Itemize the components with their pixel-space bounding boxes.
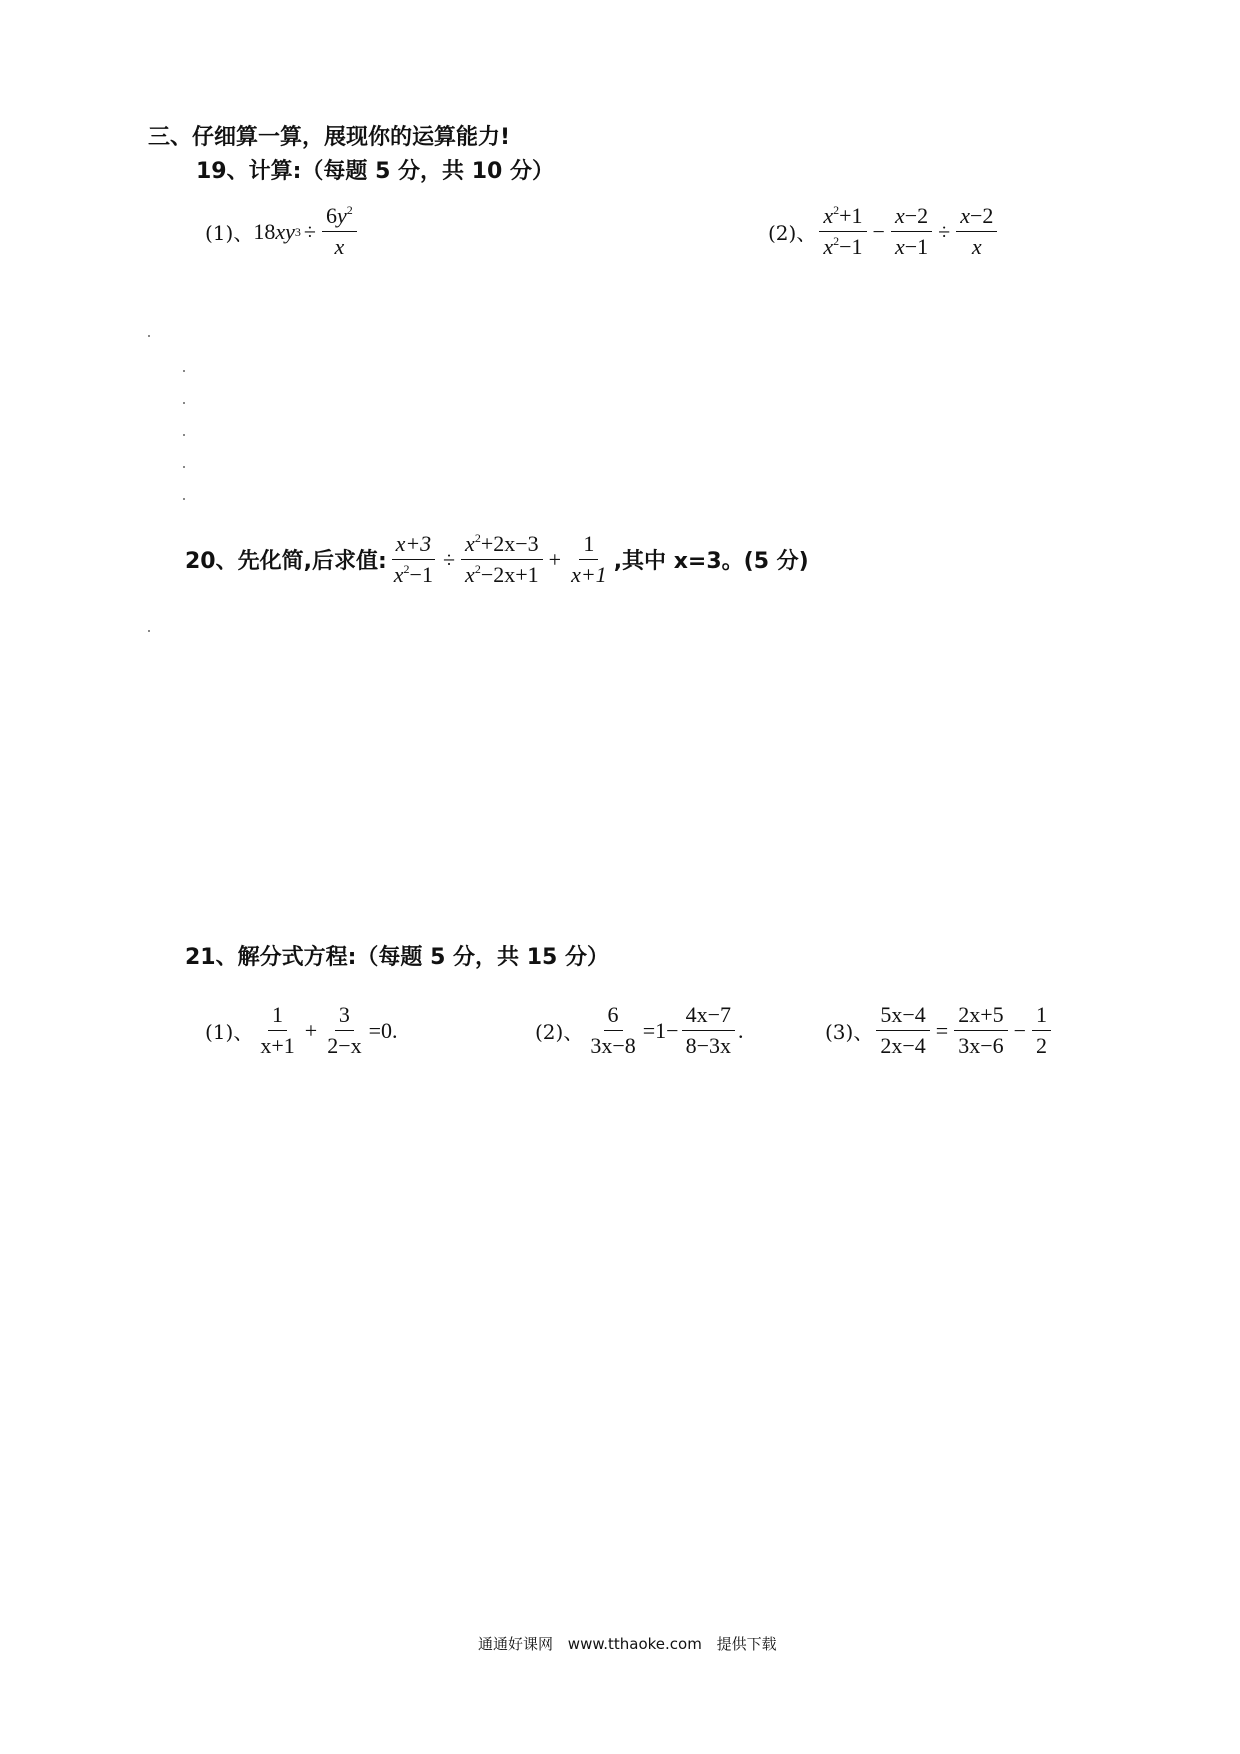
var-y: y — [285, 218, 295, 244]
var-x: x — [823, 203, 834, 228]
fraction — [954, 1003, 1007, 1058]
q21-part3-label: (3)、 — [825, 1020, 874, 1045]
q21-part2-label: (2)、 — [535, 1020, 584, 1045]
denominator: 2−x — [327, 1033, 362, 1059]
minus-sign: − — [872, 218, 885, 244]
denominator: x+1 — [260, 1033, 295, 1059]
q20-heading-suffix: ,其中 x=3。(5 分) — [613, 549, 809, 575]
scan-dot — [148, 335, 150, 337]
fraction — [461, 532, 543, 587]
q19-heading: 19、计算:（每题 5 分，共 10 分） — [196, 159, 554, 184]
numerator: 2x+5 — [954, 1003, 1007, 1031]
numerator: 1 — [1032, 1003, 1051, 1031]
den-tail: −2x+1 — [480, 562, 539, 588]
minus-1: −1 — [839, 234, 863, 260]
fraction — [322, 204, 357, 259]
minus-1: −1 — [409, 562, 433, 588]
q19-part2-label: (2)、 — [768, 221, 817, 246]
q21-heading: 21、解分式方程:（每题 5 分，共 15 分） — [185, 945, 609, 970]
minus-2: −2 — [904, 203, 929, 228]
minus-sign: − — [1013, 1017, 1027, 1043]
fraction — [390, 532, 437, 587]
footer-site-name: 通通好课网 — [478, 1635, 554, 1653]
denominator: 2 — [1036, 1033, 1048, 1059]
numerator: 1 — [268, 1003, 287, 1031]
fraction — [819, 204, 866, 259]
q20-line — [185, 532, 809, 587]
q19-part1: (1)、 18 x y 3 ÷ $\frac{6y^2}{x}$ — [205, 204, 360, 259]
var-x: x — [894, 203, 905, 228]
fraction — [682, 1003, 735, 1058]
exp-2: 2 — [346, 203, 353, 217]
var-x: x — [393, 562, 404, 588]
q21-part3 — [825, 1003, 1054, 1058]
exp-2: 2 — [833, 203, 840, 217]
period: . — [738, 1017, 744, 1043]
x-plus-3: x+3 — [395, 531, 432, 556]
var-x: x — [275, 218, 286, 244]
fraction — [1032, 1003, 1051, 1058]
num-1: 1 — [579, 532, 598, 560]
equals-sign: = — [935, 1017, 949, 1043]
equals-one-minus: =1− — [642, 1017, 679, 1043]
var-y: y — [336, 203, 347, 228]
equals-zero: =0. — [368, 1017, 398, 1043]
footer — [478, 1633, 787, 1654]
minus-2: −2 — [969, 203, 994, 228]
x-plus-1: x+1 — [571, 562, 607, 588]
exp-2: 2 — [833, 234, 840, 249]
fraction — [891, 204, 932, 259]
var-x: x — [971, 234, 982, 260]
scan-dot — [148, 630, 150, 632]
fraction — [956, 204, 997, 259]
plus-1: +1 — [839, 203, 863, 228]
var-x: x — [823, 234, 834, 260]
exp-2: 2 — [474, 531, 481, 545]
var-x: x — [334, 234, 345, 260]
q19-part1-label: (1)、 — [205, 221, 254, 246]
num-tail: +2x−3 — [480, 531, 539, 556]
denominator: 2x−4 — [880, 1033, 926, 1059]
numerator: 4x−7 — [682, 1003, 735, 1031]
div-sign: ÷ — [442, 546, 456, 572]
fraction — [586, 1003, 639, 1058]
fraction — [323, 1003, 365, 1058]
minus-1: −1 — [904, 234, 929, 260]
scan-dot — [183, 466, 185, 468]
q21-part2 — [535, 1003, 744, 1058]
q19-part2 — [768, 204, 1000, 259]
footer-tail: 提供下载 — [716, 1635, 777, 1653]
div-sign: ÷ — [938, 218, 951, 244]
fraction — [876, 1003, 929, 1058]
numerator: 6 — [604, 1003, 623, 1031]
var-x: x — [894, 234, 905, 260]
var-x: x — [960, 203, 970, 228]
denominator: 3x−6 — [958, 1033, 1004, 1059]
fraction — [256, 1003, 298, 1058]
plus-sign: + — [548, 546, 562, 572]
var-x: x — [465, 531, 475, 556]
q20-heading-prefix: 20、先化简,后求值: — [185, 549, 387, 575]
exp-2: 2 — [403, 562, 410, 577]
fraction — [567, 532, 611, 587]
section-title: 三、仔细算一算，展现你的运算能力! — [148, 125, 511, 150]
scan-dot — [183, 370, 185, 372]
q19-part1-coef: 18 — [253, 218, 276, 244]
var-x: x — [465, 562, 475, 588]
scan-dot — [183, 434, 185, 436]
numerator: 3 — [335, 1003, 354, 1031]
exp-2: 2 — [474, 562, 481, 577]
plus-sign: + — [304, 1017, 318, 1043]
numerator: 5x−4 — [876, 1003, 929, 1031]
scan-dot — [183, 402, 185, 404]
num-6: 6 — [325, 203, 337, 228]
div-sign: ÷ — [303, 218, 316, 244]
denominator: 3x−8 — [590, 1033, 636, 1059]
scan-dot — [183, 498, 185, 500]
q21-part1 — [205, 1003, 398, 1058]
footer-url[interactable]: www.tthaoke.com — [567, 1635, 702, 1653]
denominator: 8−3x — [685, 1033, 732, 1059]
q21-part1-label: (1)、 — [205, 1020, 254, 1045]
